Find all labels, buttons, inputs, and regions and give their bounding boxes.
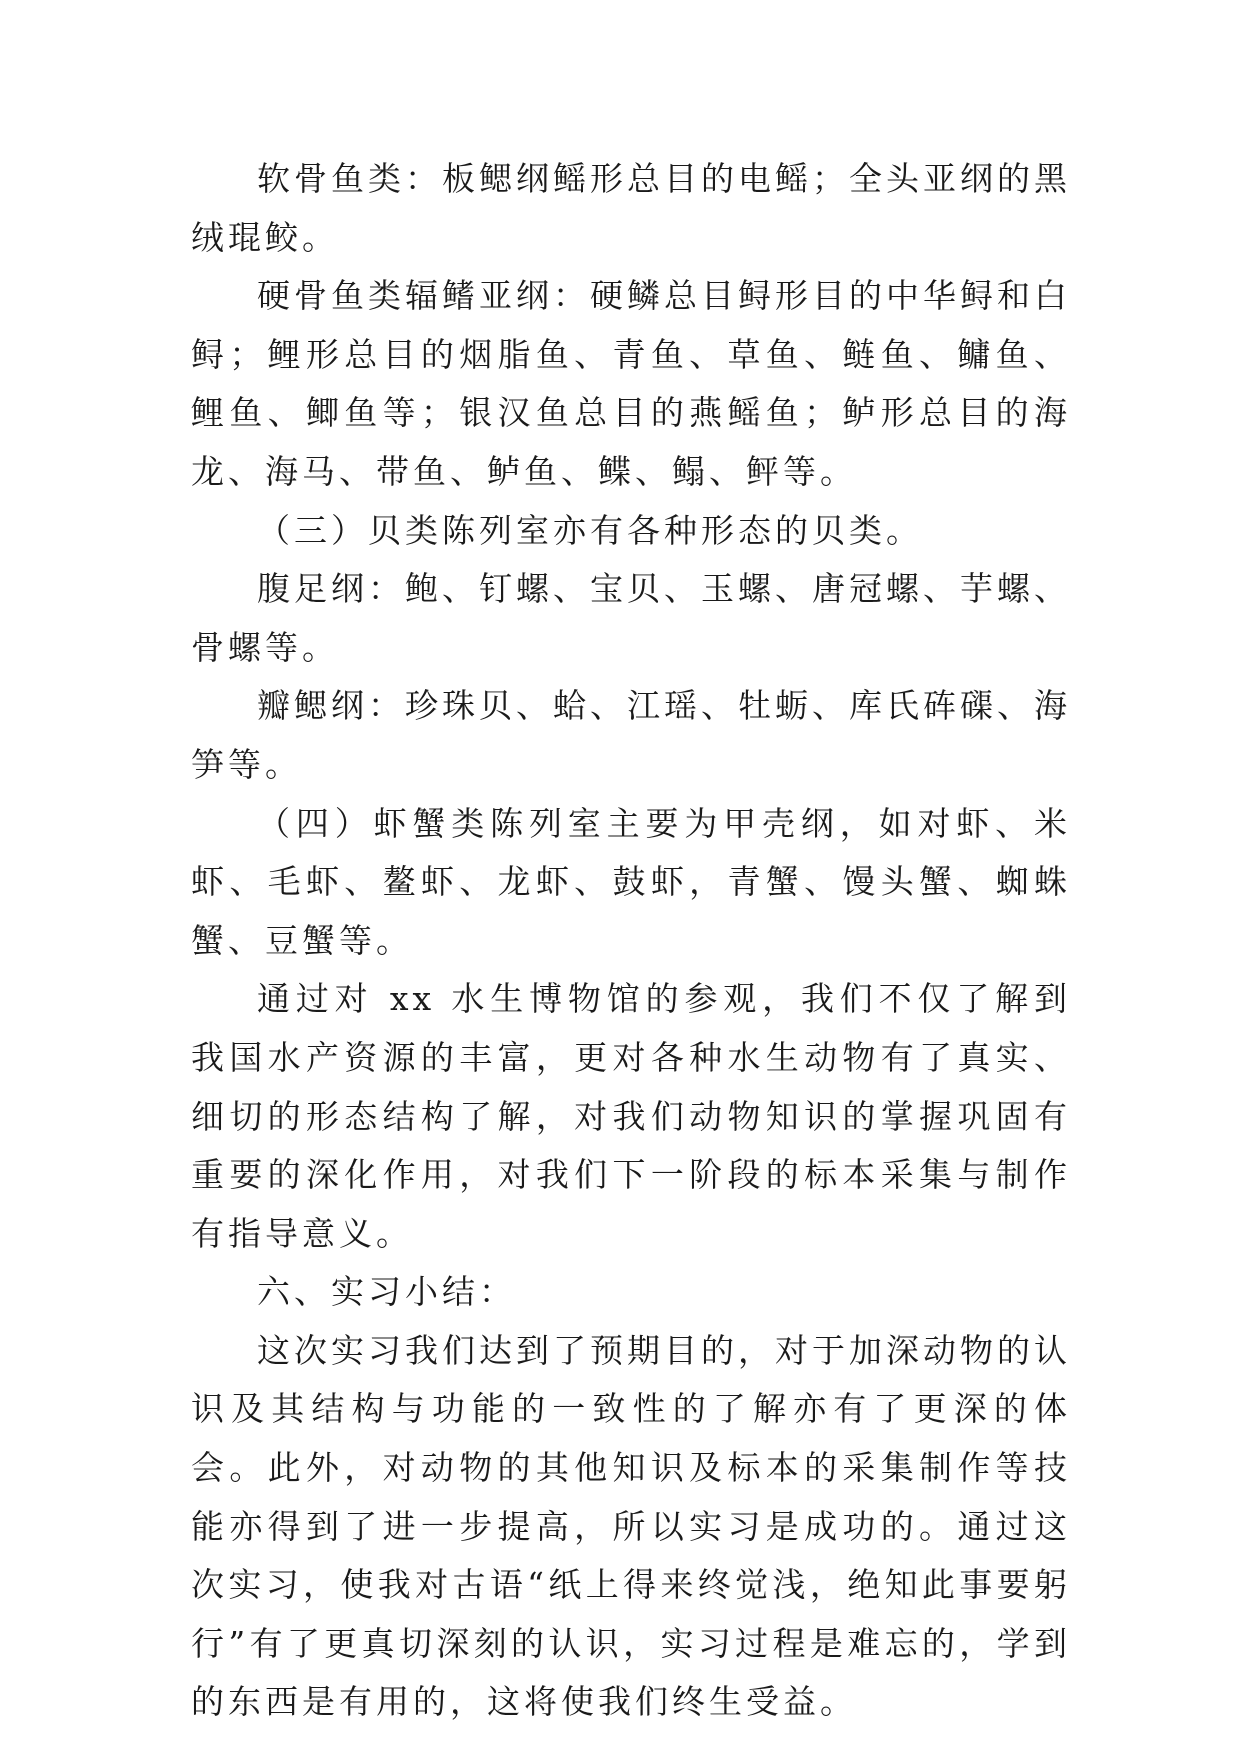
paragraph-gastropoda: 腹足纲：鲍、钉螺、宝贝、玉螺、唐冠螺、芋螺、骨螺等。 [191,569,1071,667]
paragraph-shrimp-crab-room: （四）虾蟹类陈列室主要为甲壳纲，如对虾、米虾、毛虾、鳌虾、龙虾、鼓虾，青蟹、馒头蟹、蜘蛛蟹、豆蟹等。 [191,803,1071,960]
paragraph-bony-fish: 硬骨鱼类辐鳍亚纲：硬鳞总目鲟形目的中华鲟和白鲟；鲤形总目的烟脂鱼、青鱼、草鱼、鲢鱼、鳙鱼、鲤鱼、鲫鱼等；银汉鱼总目的燕鳐鱼；鲈形总目的海龙、海马、带鱼、鲈鱼、鲽、鳎、鲆等。 [191,276,1071,491]
paragraph-shellfish-room: （三）贝类陈列室亦有各种形态的贝类。 [257,510,923,550]
section-heading-internship-summary: 六、实习小结： [257,1272,516,1312]
paragraph-internship-conclusion: 这次实习我们达到了预期目的，对于加深动物的认识及其结构与功能的一致性的了解亦有了更深的体会。此外，对动物的其他知识及标本的采集制作等技能亦得到了进一步提高，所以实习是成功的。通过这次实习，使我对古语“纸上得来终觉浅，绝知此事要躬行”有了更真切深刻的认识，实习过程是难忘的，学到的东西是有用的，这将使我们终生受益。 [191,1330,1071,1722]
document-body [191,150,1071,1732]
paragraph-cartilaginous-fish: 软骨鱼类：板鳃纲鳐形总目的电鳐；全头亚纲的黑绒琨鲛。 [191,159,1071,257]
paragraph-museum-visit-summary: 通过对 xx 水生博物馆的参观，我们不仅了解到我国水产资源的丰富，更对各种水生动物有了真实、细切的形态结构了解，对我们动物知识的掌握巩固有重要的深化作用，对我们下一阶段的标本采集与制作有指导意义。 [191,979,1071,1253]
paragraph-lamellibranchia: 瓣鳃纲：珍珠贝、蛤、江瑶、牡蛎、库氏砗磲、海笋等。 [191,686,1071,784]
